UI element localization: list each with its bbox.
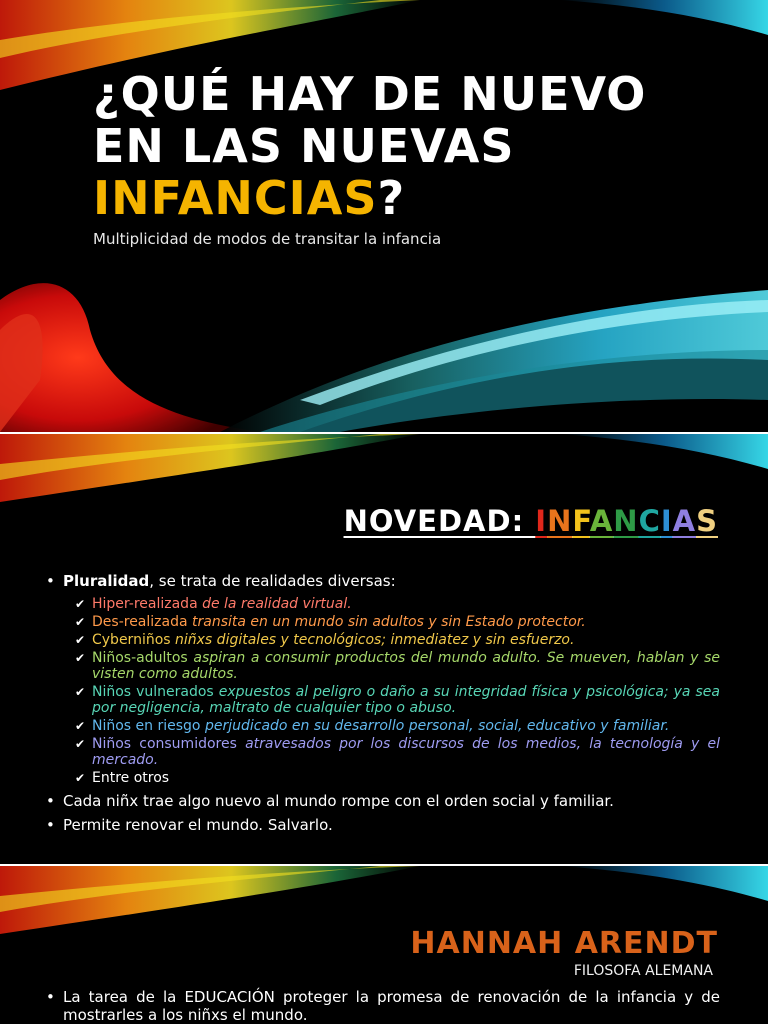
title-letter: N [547,504,573,538]
slide-title [93,68,646,224]
title-letter: N [613,504,639,538]
bullet-pluralidad: • Pluralidad, se trata de realidades diversas: [44,572,720,590]
check-icon: ✔ [75,685,86,699]
slide-2 [0,434,768,864]
check-label: Des-realizada [92,614,193,630]
check-description: transita en un mundo sin adultos y sin Estado protector. [192,614,586,630]
slide-1 [0,0,768,432]
check-icon: ✔ [75,737,86,751]
bullet-item: • Cada niñx trae algo nuevo al mundo rompe con el orden social y familiar. [44,792,720,810]
check-description: de la realidad virtual. [202,596,352,612]
check-label: Hiper-realizada [92,596,203,612]
title-letter: S [696,504,718,538]
bullet-item: • Permite renovar el mundo. Salvarlo. [44,816,720,834]
title-end: ? [377,171,406,225]
title-rainbow-word [535,504,718,538]
check-item [44,718,720,734]
check-icon: ✔ [75,651,86,665]
check-description: perjudicado en su desarrollo personal, social, educativo y familiar. [200,718,670,734]
check-item [44,632,720,648]
bullet-list [44,572,720,840]
check-item [44,736,720,768]
title-line-2: EN LAS NUEVAS [93,119,515,173]
check-label: Niños vulnerados [92,684,219,700]
swoosh-decoration [0,434,768,514]
title-letter: C [638,504,661,538]
check-item [44,596,720,612]
check-description: atravesados por los discursos de los medios, la tecnología y el mercado. [92,736,720,768]
title-letter: F [572,504,590,538]
check-icon: ✔ [75,719,86,733]
check-label: Niños en riesgo [92,718,201,734]
check-icon: ✔ [75,615,86,629]
title-line-3 [93,172,646,224]
check-item [44,650,720,682]
bullet-list [44,988,720,1024]
slide-title: HANNAH ARENDT [410,926,718,961]
check-list [44,596,720,768]
check-item: ✔ Entre otros [75,770,170,786]
check-description: aspiran a consumir productos del mundo adulto. Se mueven, hablan y se visten como adultos. [92,650,720,682]
slide-3 [0,866,768,1024]
title-line-1: ¿QUÉ HAY DE NUEVO [93,67,647,121]
check-label: Niños-adultos [92,650,194,666]
slide-title [344,504,718,538]
title-letter: I [535,504,548,538]
bullet-item: • La tarea de la EDUCACIÓN proteger la promesa de renovación de la infancia y de mostrarles a los niñxs el mundo. [44,988,720,1024]
check-icon: ✔ [75,771,86,785]
title-letter: A [672,504,697,538]
check-item [44,684,720,716]
check-icon: ✔ [75,633,86,647]
check-label: Niños consumidores [92,736,246,752]
check-label: Cyberniños [92,632,176,648]
slide-subtitle: Multiplicidad de modos de transitar la infancia [93,230,442,248]
check-icon: ✔ [75,597,86,611]
title-prefix: NOVEDAD: [343,504,536,538]
check-item [44,614,720,630]
check-description: niñxs digitales y tecnológicos; inmediatez y sin esfuerzo. [175,632,575,648]
slide-subtitle: FILOSOFA ALEMANA [573,963,713,979]
title-letter: I [660,504,673,538]
title-highlight: INFANCIAS [93,171,378,225]
title-letter: A [589,504,614,538]
check-description: expuestos al peligro o daño a su integridad física y psicológica; ya sea por negligencia, maltrato de cualquier tipo o abuso. [92,684,720,716]
